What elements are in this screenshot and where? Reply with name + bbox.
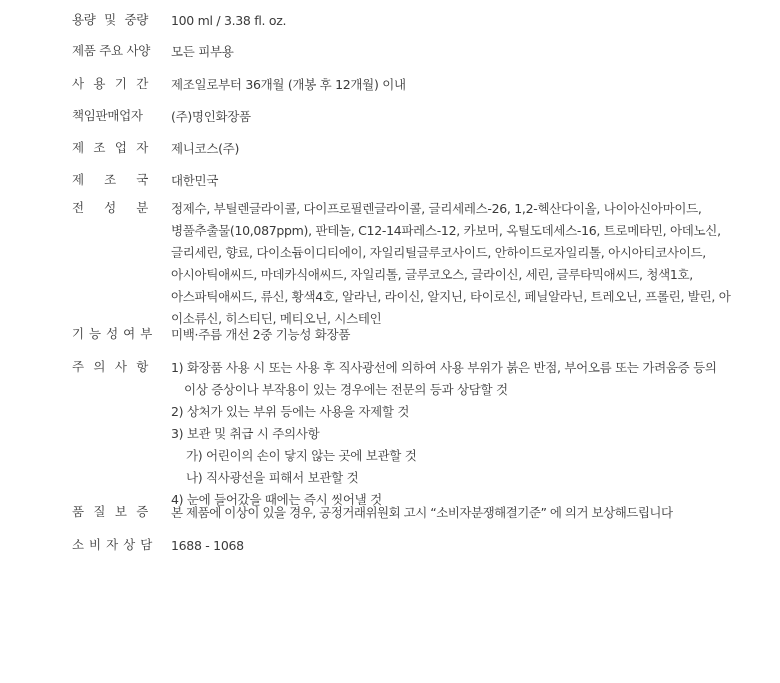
label-country xyxy=(72,170,148,188)
label-ingredients xyxy=(72,198,148,216)
label-word: 성 xyxy=(106,326,118,341)
precaution-line: 4) 눈에 들어갔을 때에는 즉시 씻어낼 것 xyxy=(171,492,382,507)
value-functional xyxy=(171,324,731,346)
label-word: 업 xyxy=(114,140,127,155)
label-word: 성 xyxy=(104,200,116,215)
value-line: 100 ml / 3.38 fl. oz. xyxy=(171,13,287,28)
label-word: 능 xyxy=(89,326,101,341)
ingredients-line: 글리세린, 향료, 다이소듐이디티에이, 자일리틸글루코사이드, 안하이드로자일리톨, 아시아티코사이드, xyxy=(171,245,706,260)
phone-number: 1688 - 1068 xyxy=(171,538,244,553)
value-customer-service xyxy=(171,535,731,557)
value-volume-weight xyxy=(171,10,731,32)
label-word: 항 xyxy=(136,359,148,374)
precaution-line: 2) 상처가 있는 부위 등에는 사용을 자제할 것 xyxy=(171,404,410,419)
label-word: 전 xyxy=(72,200,84,215)
label-word: 국 xyxy=(136,172,148,187)
label-word: 자 xyxy=(136,140,148,155)
label-manufacturer xyxy=(72,138,148,156)
label-usage-period xyxy=(72,74,148,92)
label-word: 자 xyxy=(106,537,118,552)
label-word: 비 xyxy=(89,537,101,552)
precaution-line: 3) 보관 및 취급 시 주의사항 xyxy=(171,426,320,441)
value-quality-guarantee xyxy=(171,502,731,524)
label-volume-weight xyxy=(72,10,148,28)
label-word: 증 xyxy=(136,504,148,519)
label-word: 중량 xyxy=(124,12,148,27)
label-word: 제 xyxy=(72,140,84,155)
value-line: 본 제품에 이상이 있을 경우, 공정거래위원회 고시 “소비자분쟁해결기준” 에 의거 보상해드립니다 xyxy=(171,505,673,520)
ingredients-line: 정제수, 부틸렌글라이콜, 다이프로필렌글라이콜, 글리세레스-26, 1,2-헥산다이올, 나이아신아마이드, xyxy=(171,201,702,216)
ingredients-line: 아스파틱애씨드, 류신, 황색4호, 알라닌, 라이신, 알지닌, 타이로신, 페닐알라닌, 트레오닌, 프롤린, 발린, 아 xyxy=(171,289,731,304)
label-word: 소 xyxy=(72,537,84,552)
label-word: 조 xyxy=(93,140,106,155)
label-word: 용량 xyxy=(72,12,96,27)
value-main-spec xyxy=(171,41,731,63)
label-word: 여 xyxy=(123,326,135,341)
label-customer-service xyxy=(72,535,152,553)
label-word: 분 xyxy=(136,200,148,215)
label-precautions xyxy=(72,357,148,375)
label-word: 제품 주요 사양 xyxy=(72,43,150,58)
label-word: 부 xyxy=(140,326,152,341)
label-word: 의 xyxy=(93,359,106,374)
label-quality-guarantee xyxy=(72,502,148,520)
label-word: 기 xyxy=(114,76,127,91)
label-word: 용 xyxy=(93,76,106,91)
value-line: (주)명인화장품 xyxy=(171,109,251,124)
value-country xyxy=(171,170,731,192)
label-word: 상 xyxy=(123,537,135,552)
label-word: 간 xyxy=(136,76,148,91)
ingredients-line: 아시아틱애씨드, 마데카식애씨드, 자일리톨, 글루코오스, 글라이신, 세린, 글루타믹애씨드, 청색1호, xyxy=(171,267,693,282)
value-line: 제조일로부터 36개월 (개봉 후 12개월) 이내 xyxy=(171,77,406,92)
label-word: 사 xyxy=(114,359,127,374)
label-word: 주 xyxy=(72,359,84,374)
value-line: 미백·주름 개선 2중 기능성 화장품 xyxy=(171,327,351,342)
value-distributor xyxy=(171,106,731,128)
precaution-line: 1) 화장품 사용 시 또는 사용 후 직사광선에 의하여 사용 부위가 붉은 반점, 부어오름 또는 가려움증 등의 xyxy=(171,360,717,375)
label-distributor xyxy=(72,106,152,124)
label-word: 보 xyxy=(114,504,127,519)
label-word: 사 xyxy=(72,76,84,91)
value-ingredients xyxy=(171,198,731,330)
value-line: 제니코스(주) xyxy=(171,141,240,156)
label-word: 품 xyxy=(72,504,84,519)
label-word: 질 xyxy=(93,504,106,519)
label-main-spec xyxy=(72,41,152,59)
ingredients-line: 병풀추출물(10,087ppm), 판테놀, C12-14파레스-12, 카보머, 옥틸도데세스-16, 트로메타민, 아데노신, xyxy=(171,223,721,238)
ingredients-line: 이소류신, 히스티딘, 메티오닌, 시스테인 xyxy=(171,311,382,326)
precaution-line: 나) 직사광선을 피해서 보관할 것 xyxy=(186,470,359,485)
precaution-line: 이상 증상이나 부작용이 있는 경우에는 전문의 등과 상담할 것 xyxy=(184,382,508,397)
value-precautions xyxy=(171,357,731,511)
label-word: 및 xyxy=(104,12,116,27)
label-functional xyxy=(72,324,152,342)
value-manufacturer xyxy=(171,138,731,160)
label-word: 제 xyxy=(72,172,84,187)
value-usage-period xyxy=(171,74,731,96)
value-line: 모든 피부용 xyxy=(171,44,234,59)
label-word: 기 xyxy=(72,326,84,341)
label-word: 조 xyxy=(104,172,116,187)
label-word: 책임판매업자 xyxy=(72,108,143,123)
value-line: 대한민국 xyxy=(171,173,219,188)
label-word: 담 xyxy=(140,537,152,552)
precaution-line: 가) 어린이의 손이 닿지 않는 곳에 보관할 것 xyxy=(186,448,417,463)
